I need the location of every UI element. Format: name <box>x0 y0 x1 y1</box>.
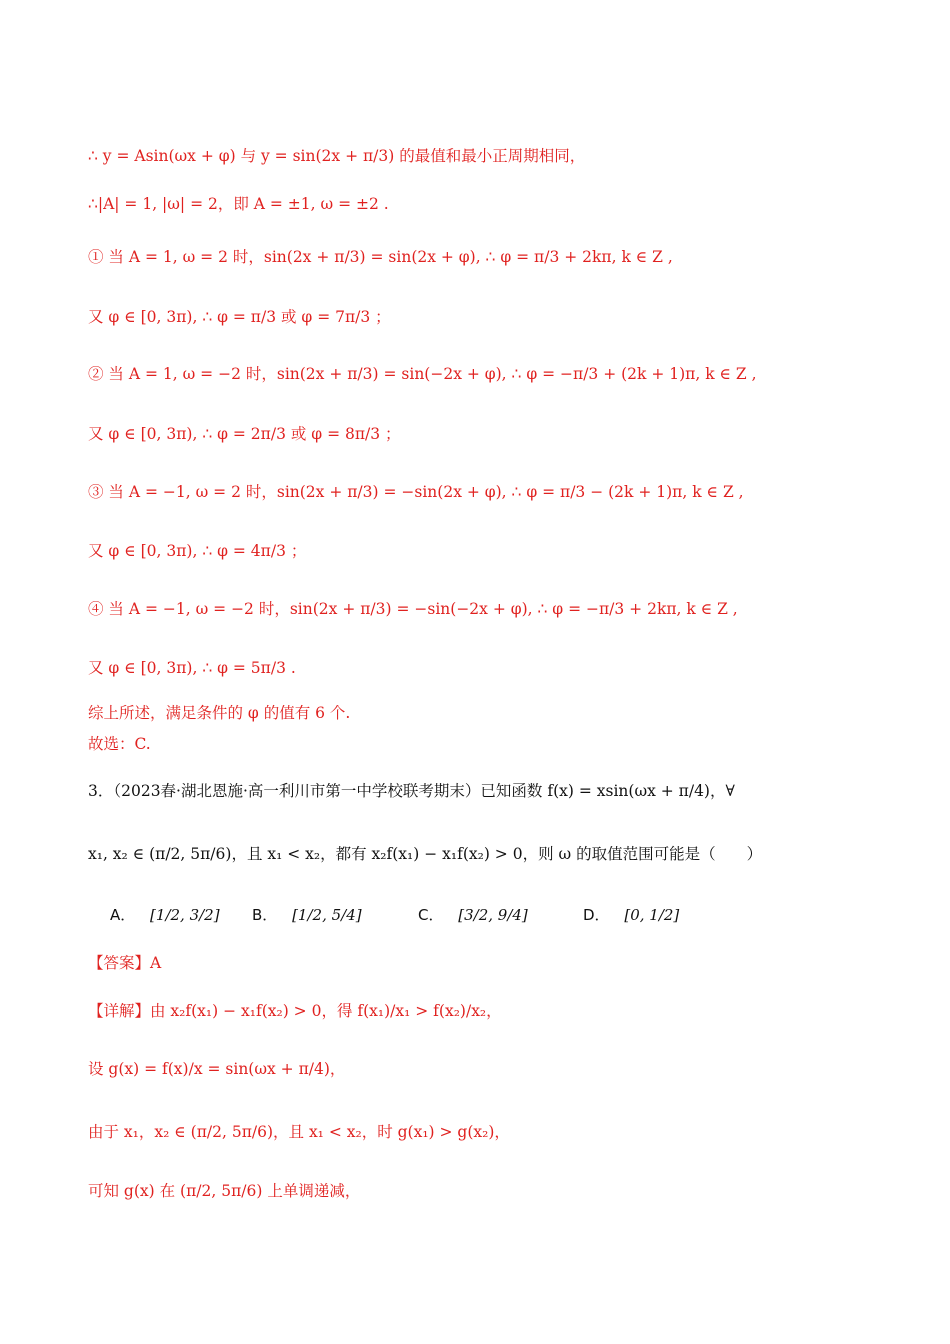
option-b-value: [1/2, 5/4] <box>292 906 362 924</box>
choice-line: 故选：C. <box>88 735 151 753</box>
option-d-value: [0, 1/2] <box>624 906 680 924</box>
case-4-line: ④ 当 A = −1, ω = −2 时，sin(2x + π/3) = −sin(−2x + φ), ∴ φ = −π/3 + 2kπ, k ∈ Z , <box>88 600 738 618</box>
answer-line: 【答案】A <box>88 954 162 972</box>
option-c-value: [3/2, 9/4] <box>458 906 528 924</box>
detail-line-2: 设 g(x) = f(x)/x = sin(ωx + π/4)， <box>88 1060 346 1078</box>
detail-line-3: 由于 x₁，x₂ ∈ (π/2, 5π/6)，且 x₁ < x₂，时 g(x₁) > g(x₂)， <box>88 1123 510 1141</box>
question-stem-2: x₁, x₂ ∈ (π/2, 5π/6)，且 x₁ < x₂，都有 x₂f(x₁) − x₁f(x₂) > 0，则 ω 的取值范围可能是（ ） <box>88 845 763 863</box>
case-3-result: 又 φ ∈ [0, 3π), ∴ φ = 4π/3 ； <box>88 542 307 560</box>
option-d-label: D． <box>583 906 610 924</box>
option-c <box>418 904 528 925</box>
solution-line-1: ∴ y = Asin(ωx + φ) 与 y = sin(2x + π/3) 的最值和最小正周期相同， <box>88 147 586 165</box>
option-a <box>110 904 220 925</box>
case-1-result: 又 φ ∈ [0, 3π), ∴ φ = π/3 或 φ = 7π/3 ； <box>88 308 391 326</box>
case-4-result: 又 φ ∈ [0, 3π), ∴ φ = 5π/3 . <box>88 659 296 677</box>
question-stem-1: 3．（2023春·湖北恩施·高一利川市第一中学校联考期末）已知函数 f(x) = xsin(ωx + π/4)，∀ <box>88 782 735 800</box>
summary-line: 综上所述，满足条件的 φ 的值有 6 个. <box>88 704 351 722</box>
detail-line-1: 【详解】由 x₂f(x₁) − x₁f(x₂) > 0，得 f(x₁)/x₁ > f(x₂)/x₂， <box>88 1002 502 1020</box>
option-b <box>252 904 362 925</box>
solution-line-2: ∴|A| = 1, |ω| = 2，即 A = ±1, ω = ±2 . <box>88 195 389 213</box>
option-b-label: B． <box>252 906 278 924</box>
case-2-result: 又 φ ∈ [0, 3π), ∴ φ = 2π/3 或 φ = 8π/3 ； <box>88 425 401 443</box>
case-3-line: ③ 当 A = −1, ω = 2 时，sin(2x + π/3) = −sin(2x + φ), ∴ φ = π/3 − (2k + 1)π, k ∈ Z , <box>88 483 744 501</box>
detail-line-4: 可知 g(x) 在 (π/2, 5π/6) 上单调递减， <box>88 1182 361 1200</box>
option-d <box>583 904 679 925</box>
option-c-label: C． <box>418 906 444 924</box>
option-a-value: [1/2, 3/2] <box>150 906 220 924</box>
option-a-label: A． <box>110 906 136 924</box>
case-1-line: ① 当 A = 1, ω = 2 时，sin(2x + π/3) = sin(2x + φ), ∴ φ = π/3 + 2kπ, k ∈ Z , <box>88 248 673 266</box>
case-2-line: ② 当 A = 1, ω = −2 时，sin(2x + π/3) = sin(−2x + φ), ∴ φ = −π/3 + (2k + 1)π, k ∈ Z , <box>88 365 757 383</box>
